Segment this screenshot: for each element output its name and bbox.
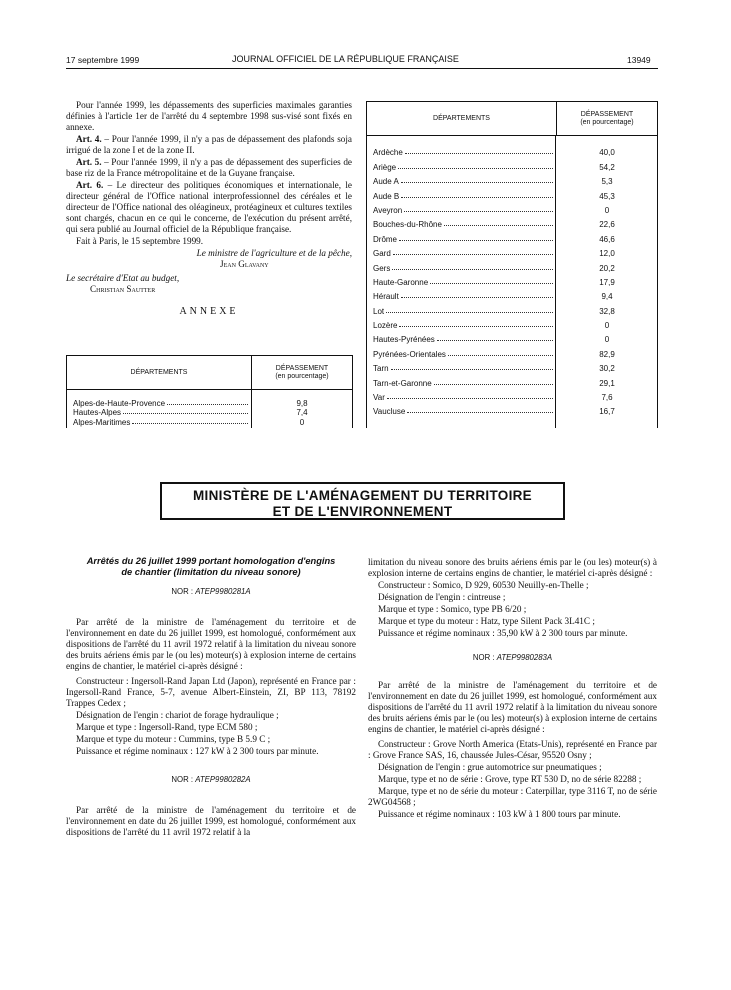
depassement-value: 0 (604, 335, 610, 345)
nor-prefix: NOR : (472, 653, 497, 662)
leader-dots (404, 211, 553, 212)
depassement-value: 16,7 (599, 407, 615, 417)
depassement-value: 0 (604, 321, 610, 331)
depassement-value: 46,6 (599, 234, 615, 244)
annexe-heading: ANNEXE (179, 306, 239, 317)
department-name: Gard (373, 249, 391, 259)
table-row (67, 417, 352, 427)
depassement-value: 12,0 (599, 249, 615, 259)
minister-name: Jean Glavany (220, 259, 269, 269)
depassement-value: 32,8 (599, 306, 615, 316)
department-name: Haute-Garonne (373, 277, 429, 287)
article-6 (66, 180, 352, 235)
table-row (367, 273, 657, 287)
depassement-value: 45,3 (599, 191, 615, 201)
department-cell (367, 192, 557, 201)
department-cell (367, 379, 557, 388)
table-row (67, 408, 352, 418)
department-name: Alpes-Maritimes (73, 417, 131, 427)
paragraph: Par arrêté de la ministre de l'aménagement du territoire et de l'environnement en date du 26 juillet 1999, est homologué, conformément aux dispositions de l'arrêté du 11 avril 1972 relatif à la (66, 805, 356, 837)
paragraph: Désignation de l'engin : chariot de forage hydraulique ; (76, 710, 279, 720)
department-cell (67, 418, 252, 427)
department-cell (367, 148, 557, 157)
department-name: Alpes-de-Haute-Provence (73, 398, 166, 408)
department-name: Gers (373, 263, 391, 273)
paragraph: Marque et type : Somico, type PB 6/20 ; (378, 604, 527, 614)
leader-dots (167, 404, 248, 405)
table-row (367, 172, 657, 186)
column-header-departements: DÉPARTEMENTS (130, 369, 188, 376)
paragraph-annexe-ref: Pour l'année 1999, les dépassements des superficies maximales garanties définies à l'article 1er de l'arrêté du 4 septembre 1998 sus-visé sont fixés en annexe. (66, 100, 352, 132)
nor-code: ATEP9980282A (195, 775, 251, 784)
paragraph: Constructeur : Grove North America (Etats-Unis), représenté en France par : Grove France SAS, 16, chaussée Jules-César, 95520 Osny ; (368, 739, 657, 760)
depassement-value: 17,9 (599, 277, 615, 287)
department-name: Aude B (373, 191, 400, 201)
journal-title: JOURNAL OFFICIEL DE LA RÉPUBLIQUE FRANÇAISE (232, 54, 459, 64)
department-name: Lozère (373, 321, 398, 331)
depassement-sublabel: (en pourcentage) (275, 372, 329, 380)
department-name: Ardèche (373, 148, 403, 158)
secretary-name: Christian Sautter (90, 284, 156, 294)
department-rows (67, 398, 352, 427)
depassement-value: 5,3 (601, 177, 613, 187)
leader-dots (392, 269, 553, 270)
table-row (367, 301, 657, 315)
depassement-label: DÉPASSEMENT (275, 364, 329, 372)
depassement-value: 29,1 (599, 378, 615, 388)
paragraph: Par arrêté de la ministre de l'aménagement du territoire et de l'environnement en date du 26 juillet 1999, est homologué, conformément aux dispositions de l'arrêté du 11 avril 1972 relatif à la limitation du niveau sonore des bruits aériens émis par le (ou les) moteur(s) à explosion interne de certains engins de chantier, le matériel ci-après désigné : (368, 680, 657, 734)
depassement-value: 40,0 (599, 148, 615, 158)
table-header (367, 102, 657, 136)
depassement-value: 7,4 (296, 408, 308, 417)
secretary-title: Le secrétaire d'Etat au budget, (66, 273, 180, 283)
leader-dots (430, 283, 553, 284)
bottom-right-column (368, 557, 657, 821)
depassement-value: 30,2 (599, 364, 615, 374)
table-row (67, 398, 352, 408)
paragraph: Marque et type du moteur : Cummins, type B 5.9 C ; (76, 734, 271, 744)
depassement-label: DÉPASSEMENT (580, 110, 634, 118)
department-cell (367, 177, 557, 186)
leader-dots (405, 153, 553, 154)
department-cell (367, 249, 557, 258)
annexe-table-right (366, 101, 658, 428)
table-row (367, 330, 657, 344)
paragraph: Désignation de l'engin : grue automotrice sur pneumatiques ; (378, 762, 602, 772)
article-4-text: – Pour l'année 1999, il n'y a pas de dépassement des plafonds soja irrigué de la zone I et de la zone II. (66, 134, 353, 155)
department-name: Hautes-Pyrénées (373, 335, 435, 345)
depassement-value: 0 (299, 417, 305, 427)
leader-dots (407, 412, 553, 413)
leader-dots (401, 197, 553, 198)
table-row (367, 201, 657, 215)
leader-dots (398, 168, 553, 169)
table-row (367, 215, 657, 229)
table-row (367, 287, 657, 301)
left-top-column (66, 100, 352, 317)
paragraph: Puissance et régime nominaux : 127 kW à 2 300 tours par minute. (76, 746, 319, 756)
department-cell (367, 307, 557, 316)
department-name: Drôme (373, 234, 398, 244)
department-name: Hautes-Alpes (73, 408, 122, 417)
leader-dots (399, 326, 553, 327)
table-row (367, 186, 657, 200)
table-row (367, 402, 657, 416)
table-row (367, 373, 657, 387)
article-6-text: – Le directeur des politiques économiques et internationale, le directeur général de l'Office national interprofessionnel des céréales et le directeur de l'Office national des oléagineux, protéagineux et cultures textiles sont chargés, chacun en ce qui le concerne, de l'exécution du présent arrêté, qui sera publié au Journal officiel de la République française. (66, 180, 352, 234)
ministry-line-1: MINISTÈRE DE L'AMÉNAGEMENT DU TERRITOIRE (193, 488, 532, 503)
table-row (367, 258, 657, 272)
decree-title: Arrêtés du 26 juillet 1999 portant homologation d'engins de chantier (limitation du niveau sonore) (86, 556, 336, 577)
minister-title: Le ministre de l'agriculture et de la pêche, (196, 248, 352, 258)
bottom-left-column (66, 556, 356, 839)
department-cell (367, 292, 557, 301)
leader-dots (448, 355, 553, 356)
department-cell (367, 407, 557, 416)
column-header-depassement (251, 356, 352, 389)
leader-dots (393, 254, 553, 255)
paragraph: limitation du niveau sonore des bruits aériens émis par le (ou les) moteur(s) à explosion interne de certains engins de chantier, le matériel ci-après désigné : (368, 557, 657, 578)
paragraph: Marque, type et no de série : Grove, type RT 530 D, no de série 82288 ; (378, 774, 642, 784)
nor-reference-1 (66, 587, 356, 596)
department-name: Tarn-et-Garonne (373, 378, 432, 388)
nor-reference-3 (368, 653, 657, 662)
table-row (367, 229, 657, 243)
table-header (67, 356, 352, 390)
table-row (367, 143, 657, 157)
leader-dots (434, 384, 553, 385)
leader-dots (123, 413, 248, 414)
article-4-label: Art. 4. (76, 134, 102, 144)
column-header-depassement (556, 102, 657, 135)
paragraph: Marque et type : Ingersoll-Rand, type ECM 580 ; (76, 722, 258, 732)
paragraph: Puissance et régime nominaux : 103 kW à 1 800 tours par minute. (378, 809, 621, 819)
table-row (367, 316, 657, 330)
table-row (367, 244, 657, 258)
paragraph: Marque et type du moteur : Hatz, type Silent Pack 3L41C ; (378, 616, 595, 626)
depassement-value: 20,2 (599, 263, 615, 273)
department-name: Aude A (373, 177, 399, 187)
paragraph: Puissance et régime nominaux : 35,90 kW à 2 300 tours par minute. (378, 628, 628, 638)
depassement-value: 9,4 (601, 292, 613, 302)
department-cell (367, 321, 557, 330)
nor-prefix: NOR : (171, 587, 196, 596)
department-name: Vaucluse (373, 407, 406, 417)
paragraph: Par arrêté de la ministre de l'aménagement du territoire et de l'environnement en date du 26 juillet 1999, est homologué, conformément aux dispositions de l'arrêté du 11 avril 1972 relatif à la limitation du niveau sonore des bruits aériens émis par le (ou les) moteur(s) à explosion interne de certains engins de chantier, le matériel ci-après désigné : (66, 617, 356, 671)
table-body (67, 390, 352, 427)
department-cell (367, 350, 557, 359)
department-rows (367, 136, 657, 416)
department-name: Pyrénées-Orientales (373, 349, 446, 359)
table-row (367, 157, 657, 171)
department-cell (67, 399, 252, 408)
paragraph: Constructeur : Somico, D 929, 60530 Neuilly-en-Thelle ; (378, 580, 589, 590)
leader-dots (391, 369, 553, 370)
leader-dots (399, 240, 553, 241)
depassement-value: 9,8 (296, 398, 308, 408)
department-name: Lot (373, 306, 385, 316)
article-5-text: – Pour l'année 1999, il n'y a pas de dépassement des superficies de base riz de la France métropolitaine et de la Guyane française. (66, 157, 352, 178)
department-cell (67, 408, 252, 417)
header-date: 17 septembre 1999 (66, 55, 140, 65)
leader-dots (387, 398, 553, 399)
paragraph: Marque, type et no de série du moteur : Caterpillar, type 3116 T, no de série 2WG04568 ; (368, 786, 657, 807)
nor-code: ATEP9980281A (195, 587, 251, 596)
leader-dots (132, 423, 248, 424)
department-cell (367, 220, 557, 229)
depassement-value: 0 (604, 205, 610, 215)
leader-dots (386, 312, 553, 313)
value-column-divider (555, 135, 556, 428)
header-rule (66, 68, 658, 69)
table-row (367, 359, 657, 373)
annexe-table-left (66, 355, 353, 428)
table-row (367, 344, 657, 358)
department-name: Bouches-du-Rhône (373, 220, 442, 230)
ministry-line-2: ET DE L'ENVIRONNEMENT (272, 504, 453, 519)
paragraph: Désignation de l'engin : cintreuse ; (378, 592, 506, 602)
department-cell (367, 393, 557, 402)
depassement-value: 82,9 (599, 349, 615, 359)
fait-a-paris: Fait à Paris, le 15 septembre 1999. (76, 236, 204, 246)
department-name: Ariège (373, 162, 397, 172)
article-6-label: Art. 6. (76, 180, 104, 190)
depassement-value: 7,6 (601, 393, 613, 403)
depassement-value: 22,6 (599, 220, 615, 230)
page-number: 13949 (627, 55, 651, 65)
ministry-heading-box (160, 482, 565, 520)
table-row (367, 388, 657, 402)
article-5 (66, 157, 352, 179)
depassement-value: 54,2 (599, 162, 615, 172)
department-cell (367, 163, 557, 172)
leader-dots (401, 182, 553, 183)
nor-code: ATEP9980283A (496, 653, 553, 662)
department-cell (367, 278, 557, 287)
article-5-label: Art. 5. (76, 157, 102, 167)
nor-reference-2 (66, 775, 356, 784)
department-cell (367, 264, 557, 273)
department-name: Hérault (373, 292, 399, 302)
department-name: Tarn (373, 364, 389, 374)
department-name: Aveyron (373, 205, 403, 215)
department-name: Var (373, 393, 385, 403)
paragraph: Constructeur : Ingersoll-Rand Japan Ltd (Japon), représenté en France par : Ingersoll-Rand France, 5-7, avenue Albert-Einstein, ZI, BP 113, 78192 Trappes Cedex ; (66, 676, 356, 708)
nor-prefix: NOR : (171, 775, 196, 784)
article-4 (66, 134, 352, 156)
department-cell (367, 364, 557, 373)
leader-dots (437, 340, 553, 341)
depassement-sublabel: (en pourcentage) (580, 118, 634, 126)
department-cell (367, 235, 557, 244)
department-cell (367, 206, 557, 215)
department-cell (367, 335, 557, 344)
leader-dots (444, 225, 553, 226)
value-column-divider (251, 389, 252, 428)
leader-dots (401, 297, 553, 298)
column-header-departements: DÉPARTEMENTS (433, 115, 490, 122)
